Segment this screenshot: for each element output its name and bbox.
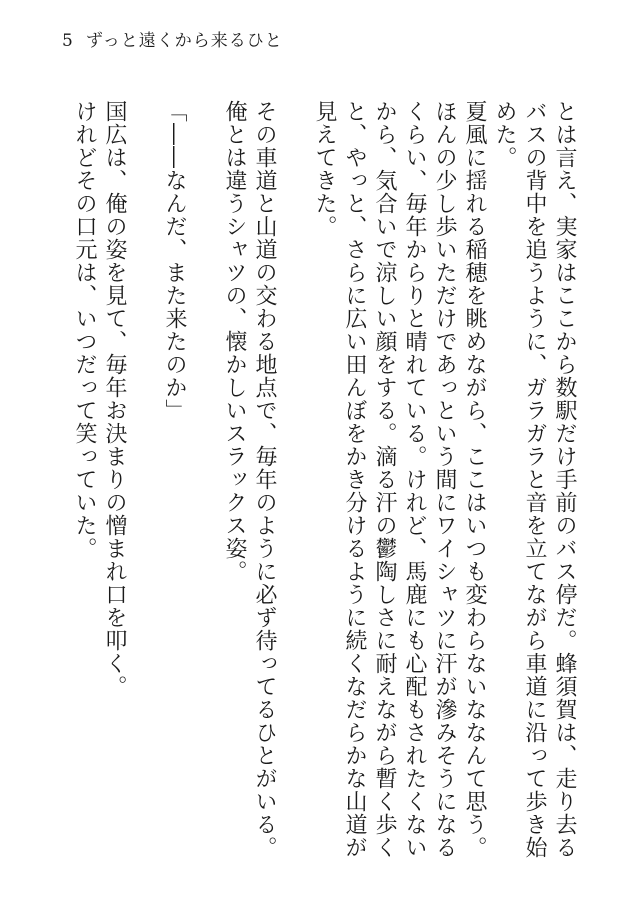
page-number: 5: [62, 31, 74, 51]
paragraph-1: とは言え、実家はここから数駅だけ手前のバス停だ。蜂須賀は、走り去るバスの背中を追うように、ガラガラと音を立てながら車道に沿って歩き始めた。: [492, 100, 577, 859]
paragraph-2: 夏風に揺れる稲穂を眺めながら、ここはいつも変わらないななんて思う。ほんの少し歩いただけであっという間にワイシャツに汗が滲みそうになるくらい、毎年からりと晴れている。けれど、馬鹿にも心配もされたくないから、気合いで涼しい顔をする。滴る汗の鬱陶しさに耐えながら暫く歩くと、やっと、さらに広い田んぼをかき分けるように続くなだらかな山道が見えてきた。: [312, 100, 487, 859]
blank-line: [129, 100, 159, 860]
running-head: [62, 26, 283, 51]
dialogue-line: 「――なんだ、また来たのか」: [162, 100, 187, 422]
paragraph-6: けれどその口元は、いつだって笑っていた。: [72, 100, 97, 560]
body-text: [59, 100, 579, 860]
paragraph-5: 国広は、俺の姿を見て、毎年お決まりの憎まれ口を叩く。: [102, 100, 127, 698]
blank-line: [279, 100, 309, 860]
blank-line: [189, 100, 219, 860]
paragraph-4: 俺とは違うシャツの、懐かしいスラックス姿。: [222, 100, 247, 583]
paragraph-3: その車道と山道の交わる地点で、毎年のように必ず待ってるひとがいる。: [252, 100, 277, 859]
chapter-title: ずっと遠くから来るひと: [85, 31, 283, 51]
